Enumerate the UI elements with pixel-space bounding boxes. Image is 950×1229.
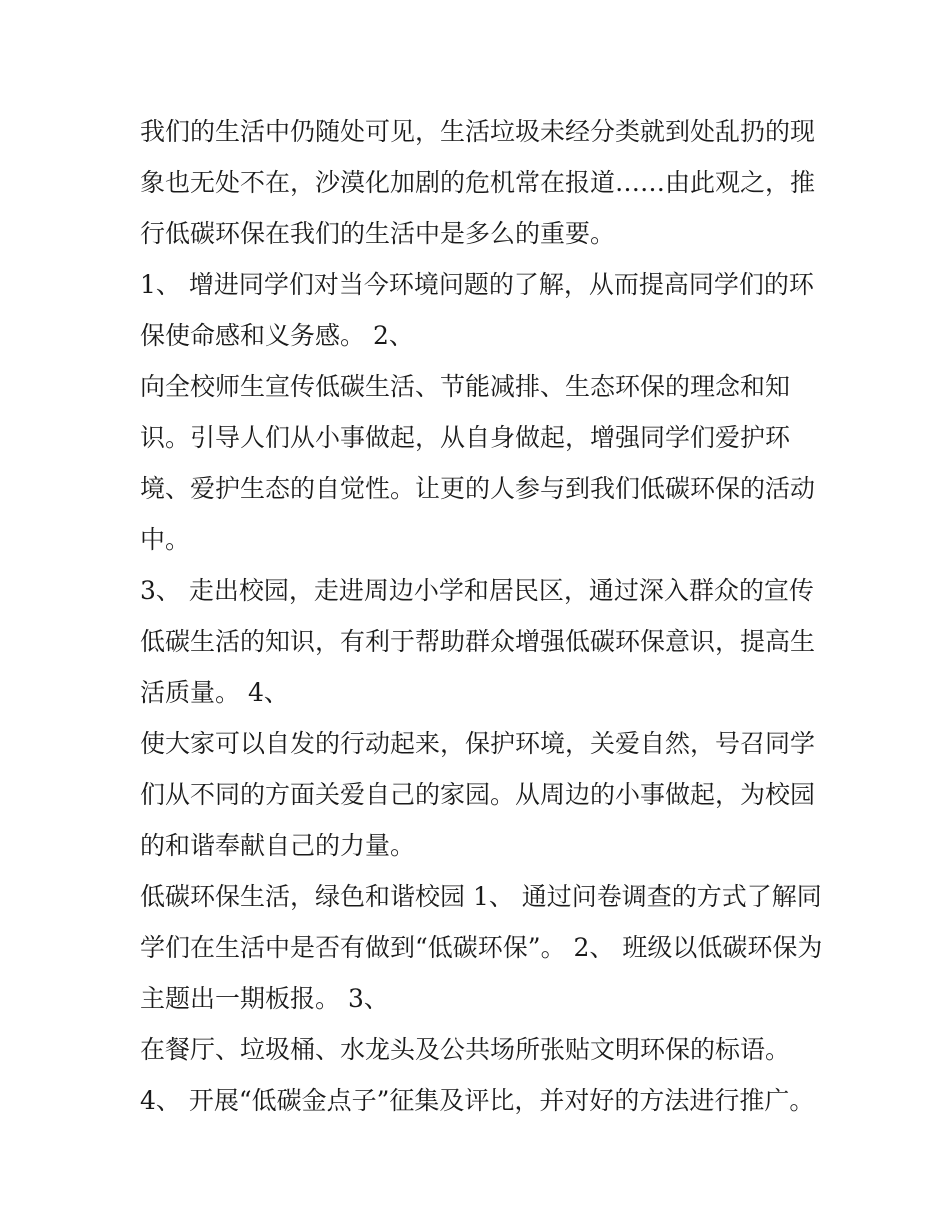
text-line: 低碳环保生活，绿色和谐校园 1、 通过问卷调查的方式了解同 [140,882,822,911]
text-line: 活质量。 4、 [140,678,289,707]
text-line: 低碳生活的知识，有利于帮助群众增强低碳环保意识，提高生 [140,627,816,656]
text-line: 学们在生活中是否有做到“低碳环保”。 2、 班级以低碳环保为 [140,933,823,962]
text-line: 保使命感和义务感。 2、 [140,321,414,350]
text-line: 识。引导人们从小事做起，从自身做起，增强同学们爱护环 [140,423,791,452]
text-line: 1、 增进同学们对当今环境问题的了解，从而提高同学们的环 [140,270,814,299]
text-line: 的和谐奉献自己的力量。 [140,831,416,860]
text-line: 主题出一期板报。 3、 [140,984,389,1013]
text-line: 在餐厅、垃圾桶、水龙头及公共场所张贴文明环保的标语。 [140,1035,791,1064]
text-line: 象也无处不在，沙漠化加剧的危机常在报道……由此观之，推 [140,168,816,197]
text-line: 3、 走出校园，走进周边小学和居民区，通过深入群众的宣传 [140,576,814,605]
text-line: 境、爱护生态的自觉性。让更的人参与到我们低碳环保的活动 [140,474,816,503]
text-line: 行低碳环保在我们的生活中是多么的重要。 [140,219,616,248]
text-line: 中。 [140,525,191,554]
text-line: 我们的生活中仍随处可见，生活垃圾未经分类就到处乱扔的现 [140,117,816,146]
text-line: 们从不同的方面关爱自己的家园。从周边的小事做起，为校园 [140,780,816,809]
text-line: 4、 开展“低碳金点子”征集及评比，并对好的方法进行推广。 [140,1086,815,1115]
text-line: 向全校师生宣传低碳生活、节能减排、生态环保的理念和知 [140,372,791,401]
text-line: 使大家可以自发的行动起来，保护环境，关爱自然，号召同学 [140,729,816,758]
body-text [140,106,823,1126]
